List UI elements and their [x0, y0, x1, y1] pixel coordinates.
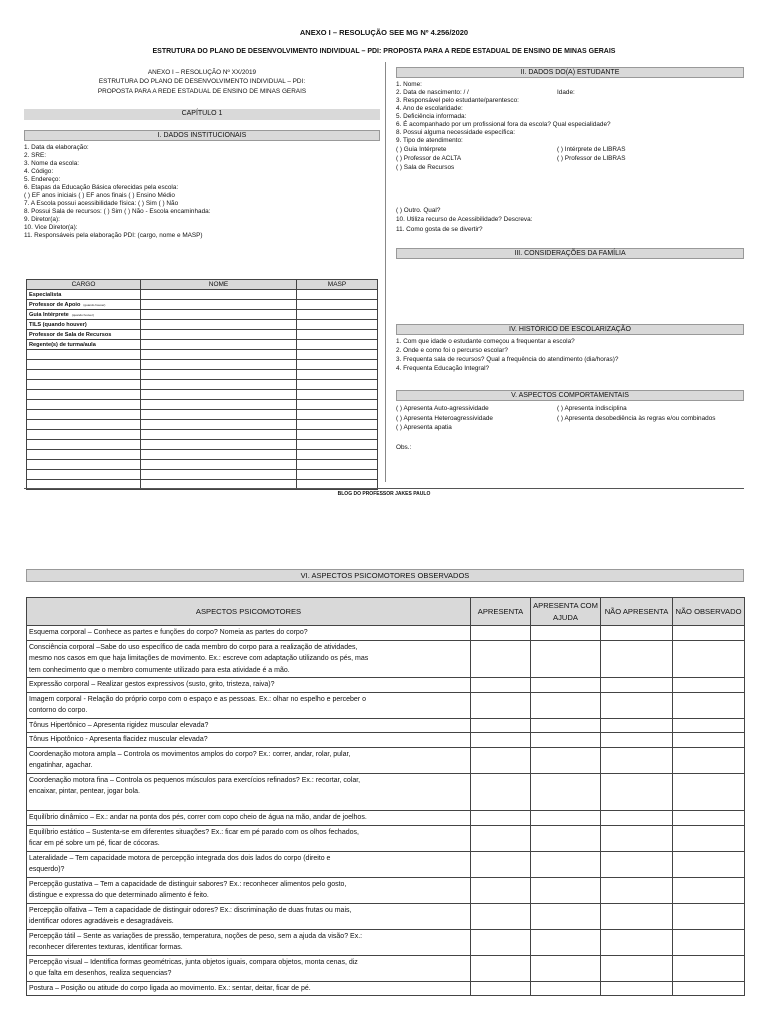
cell-nao-apresenta — [601, 747, 673, 773]
cell-com-ajuda — [531, 955, 601, 981]
staff-cargo-cell — [27, 440, 141, 450]
cell-com-ajuda — [531, 678, 601, 693]
staff-nome-cell — [141, 460, 297, 470]
psychomotor-aspect-cell — [27, 981, 471, 996]
staff-table-row — [27, 460, 378, 470]
staff-table-row — [27, 340, 378, 350]
psychomotor-row — [27, 718, 745, 733]
staff-nome-cell — [141, 340, 297, 350]
staff-nome-cell — [141, 390, 297, 400]
staff-masp-cell — [297, 420, 378, 430]
staff-masp-cell — [297, 440, 378, 450]
staff-nome-cell — [141, 420, 297, 430]
aspect-text-line: encaixar, pintar, pentear, jogar bola. — [29, 788, 140, 795]
cell-nao-apresenta — [601, 718, 673, 733]
cell-apresenta — [471, 929, 531, 955]
staff-cargo-cell — [27, 430, 141, 440]
col-nao-observado: NÃO OBSERVADO — [673, 598, 745, 626]
psychomotor-aspect-cell — [27, 955, 471, 981]
cell-com-ajuda — [531, 692, 601, 718]
idade-label: Idade: — [557, 89, 575, 96]
staff-table-row — [27, 290, 378, 300]
institutional-field: 2. SRE: — [24, 152, 47, 159]
cell-nao-apresenta — [601, 877, 673, 903]
cell-nao-apresenta — [601, 733, 673, 748]
cell-apresenta — [471, 626, 531, 641]
cell-com-ajuda — [531, 851, 601, 877]
atendimento-left — [396, 145, 461, 172]
staff-nome-cell — [141, 350, 297, 360]
col-masp: MASP — [297, 280, 378, 290]
cell-com-ajuda — [531, 877, 601, 903]
cell-com-ajuda — [531, 773, 601, 811]
cell-apresenta — [471, 640, 531, 678]
staff-masp-cell — [297, 350, 378, 360]
institutional-fields — [24, 144, 380, 240]
section-aspectos-comportamentais: V. ASPECTOS COMPORTAMENTAIS — [396, 390, 744, 401]
staff-cargo-cell — [27, 320, 141, 330]
aspect-text-line: Percepção visual – Identifica formas geométricas, junta objetos iguais, compara objetos, monta cenas, diz — [29, 958, 358, 966]
cell-nao-observado — [673, 811, 745, 826]
staff-table-row — [27, 310, 378, 320]
blog-footer: BLOG DO PROFESSOR JAKES PAULO — [337, 491, 431, 497]
section-consideracoes-familia: III. CONSIDERAÇÕES DA FAMÍLIA — [396, 248, 744, 259]
cell-apresenta — [471, 903, 531, 929]
staff-nome-cell — [141, 320, 297, 330]
aspect-text-line: engatinhar, agachar. — [29, 762, 93, 769]
institutional-field: 11. Responsáveis pela elaboração PDI: (cargo, nome e MASP) — [24, 232, 203, 239]
staff-cargo-cell — [27, 410, 141, 420]
psychomotor-aspect-cell — [27, 718, 471, 733]
left-estrutura: ESTRUTURA DO PLANO DE DESENVOLVIMENTO INDIVIDUAL – PDI: — [98, 78, 306, 85]
cell-com-ajuda — [531, 747, 601, 773]
staff-table-row — [27, 360, 378, 370]
atendimento-option: ( ) Professor de LIBRAS — [557, 155, 626, 162]
section-aspectos-psicomotores: VI. ASPECTOS PSICOMOTORES OBSERVADOS — [26, 569, 744, 582]
institutional-field: 10. Vice Diretor(a): — [24, 224, 78, 231]
col-apresenta-com-ajuda: APRESENTA COM AJUDA — [531, 598, 601, 626]
psychomotor-row — [27, 825, 745, 851]
psychomotor-row — [27, 733, 745, 748]
historico-field: 4. Frequenta Educação Integral? — [396, 365, 490, 372]
aspect-text-line: identificar odores agradáveis e desagradáveis. — [29, 918, 174, 925]
aspect-text-line: tem conhecimento que o membro comumente utilizado para esta atividade é a mão. — [29, 666, 290, 674]
staff-table-row — [27, 420, 378, 430]
staff-table-row — [27, 400, 378, 410]
staff-masp-cell — [297, 470, 378, 480]
cell-com-ajuda — [531, 718, 601, 733]
historico-field: 3. Frequenta sala de recursos? Qual a frequência do atendimento (dia/horas)? — [396, 356, 619, 363]
student-field: 1. Nome: — [396, 81, 422, 88]
staff-masp-cell — [297, 410, 378, 420]
student-field: 4. Ano de escolaridade: — [396, 105, 463, 112]
student-field: 3. Responsável pelo estudante/parentesco: — [396, 97, 519, 104]
aspect-text-line: Coordenação motora fina – Controla os pequenos músculos para exercícios refinados? Ex.: recortar, colar, — [29, 776, 361, 784]
quando-houver-note: (quando houver) — [83, 302, 106, 307]
cell-nao-apresenta — [601, 851, 673, 877]
cell-com-ajuda — [531, 903, 601, 929]
cell-nao-apresenta — [601, 811, 673, 826]
psychomotor-aspect-cell — [27, 903, 471, 929]
staff-cargo-cell — [27, 460, 141, 470]
psychomotor-aspect-cell — [27, 733, 471, 748]
cell-nao-apresenta — [601, 903, 673, 929]
cell-apresenta — [471, 825, 531, 851]
column-divider — [385, 62, 386, 482]
cell-apresenta — [471, 851, 531, 877]
col-cargo: CARGO — [27, 280, 141, 290]
comportamento-left — [396, 404, 493, 433]
atendimento-option: ( ) Sala de Recursos — [396, 164, 455, 171]
psychomotor-aspect-cell — [27, 692, 471, 718]
psychomotor-row — [27, 640, 745, 678]
psychomotor-aspect-cell — [27, 773, 471, 811]
staff-cargo-cell — [27, 380, 141, 390]
cell-com-ajuda — [531, 626, 601, 641]
aspect-text-line: Expressão corporal – Realizar gestos expressivos (susto, grito, tristeza, raiva)? — [29, 681, 275, 688]
staff-nome-cell — [141, 440, 297, 450]
outro-field: ( ) Outro. Qual? — [396, 207, 441, 214]
staff-cargo-cell — [27, 340, 141, 350]
aspect-text-line: Consciência corporal –Sabe do uso específico de cada membro do corpo para a realização de atividades, — [29, 643, 358, 651]
quando-houver-note: (quando houver) — [71, 312, 94, 317]
staff-masp-cell — [297, 330, 378, 340]
staff-nome-cell — [141, 430, 297, 440]
left-anexo: ANEXO I – RESOLUÇÃO Nº XX/2019 — [147, 69, 257, 76]
historico-field: 2. Onde e como foi o percurso escolar? — [396, 347, 508, 354]
staff-table-row — [27, 440, 378, 450]
staff-cargo-cell — [27, 450, 141, 460]
staff-table-row — [27, 450, 378, 460]
staff-cargo-label: TILS (quando houver) — [29, 321, 87, 328]
cell-nao-observado — [673, 955, 745, 981]
aspect-text-line: reconhecer diferentes texturas, identificar formas. — [29, 944, 183, 951]
staff-cargo-label: Guia Intérprete — [29, 311, 69, 318]
staff-table-row — [27, 330, 378, 340]
staff-table-row — [27, 470, 378, 480]
cell-apresenta — [471, 747, 531, 773]
cell-nao-apresenta — [601, 955, 673, 981]
staff-masp-cell — [297, 400, 378, 410]
cell-nao-observado — [673, 733, 745, 748]
cell-nao-apresenta — [601, 981, 673, 996]
psychomotor-row — [27, 877, 745, 903]
aspect-text-line: Postura – Posição ou atitude do corpo ligada ao movimento. Ex.: sentar, deitar, ficar de pé. — [29, 984, 311, 992]
historico-field: 1. Com que idade o estudante começou a frequentar a escola? — [396, 338, 575, 345]
staff-table-row — [27, 410, 378, 420]
psychomotor-aspect-cell — [27, 929, 471, 955]
staff-nome-cell — [141, 300, 297, 310]
cell-nao-apresenta — [601, 825, 673, 851]
staff-nome-cell — [141, 380, 297, 390]
psychomotor-aspect-cell — [27, 825, 471, 851]
cell-nao-observado — [673, 773, 745, 811]
staff-masp-cell — [297, 340, 378, 350]
staff-cargo-label: Especialista — [29, 291, 62, 298]
staff-masp-cell — [297, 360, 378, 370]
cell-nao-observado — [673, 747, 745, 773]
psychomotor-table — [26, 597, 745, 996]
staff-nome-cell — [141, 410, 297, 420]
cell-apresenta — [471, 981, 531, 996]
cell-com-ajuda — [531, 929, 601, 955]
cell-apresenta — [471, 773, 531, 811]
psychomotor-row — [27, 811, 745, 826]
aspect-text-line: Coordenação motora ampla – Controla os movimentos amplos do corpo? Ex.: correr, andar, rolar, pular, — [29, 750, 351, 758]
col-apresenta: APRESENTA — [471, 598, 531, 626]
cell-nao-observado — [673, 981, 745, 996]
psychomotor-aspect-cell — [27, 811, 471, 826]
staff-masp-cell — [297, 370, 378, 380]
psychomotor-row — [27, 955, 745, 981]
col-aspectos: ASPECTOS PSICOMOTORES — [27, 598, 471, 626]
cell-apresenta — [471, 811, 531, 826]
historico-fields — [396, 337, 744, 373]
staff-masp-cell — [297, 320, 378, 330]
staff-table-row — [27, 370, 378, 380]
cell-nao-observado — [673, 640, 745, 678]
cell-nao-observado — [673, 929, 745, 955]
psychomotor-row — [27, 929, 745, 955]
institutional-field: 7. A Escola possui acessibilidade física: ( ) Sim ( ) Não — [24, 200, 179, 207]
cell-nao-apresenta — [601, 929, 673, 955]
staff-nome-cell — [141, 370, 297, 380]
page-rule — [24, 488, 744, 489]
comportamento-option: ( ) Apresenta apatia — [396, 424, 452, 431]
institutional-field: 8. Possui Sala de recursos: ( ) Sim ( ) Não - Escola encaminhada: — [24, 208, 211, 215]
cell-nao-apresenta — [601, 626, 673, 641]
cell-apresenta — [471, 733, 531, 748]
cell-apresenta — [471, 718, 531, 733]
cell-nao-observado — [673, 903, 745, 929]
staff-cargo-cell — [27, 400, 141, 410]
cell-nao-observado — [673, 692, 745, 718]
aspect-text-line: Percepção olfativa – Tem a capacidade de distinguir odores? Ex.: discriminação de duas frutas ou mais, — [29, 906, 352, 914]
atendimento-option: ( ) Professor de ACLTA — [396, 155, 462, 162]
document-subtitle: ESTRUTURA DO PLANO DE DESENVOLVIMENTO INDIVIDUAL – PDI: PROPOSTA PARA A REDE ESTADUAL DE ENSINO DE MINAS GERAIS — [152, 48, 616, 55]
staff-masp-cell — [297, 450, 378, 460]
staff-cargo-cell — [27, 470, 141, 480]
institutional-field: ( ) EF anos iniciais ( ) EF anos finais ( ) Ensino Médio — [24, 192, 175, 199]
staff-masp-cell — [297, 290, 378, 300]
staff-nome-cell — [141, 330, 297, 340]
staff-table-row — [27, 380, 378, 390]
aspect-text-line: ficar em pé sobre um pé, ficar de cócoras. — [29, 840, 160, 847]
atendimento-option: ( ) Guia Intérprete — [396, 146, 447, 153]
psychomotor-row — [27, 903, 745, 929]
staff-cargo-cell — [27, 290, 141, 300]
section-historico-escolarizacao: IV. HISTÓRICO DE ESCOLARIZAÇÃO — [396, 324, 744, 335]
institutional-field: 9. Diretor(a): — [24, 216, 60, 223]
document-title: ANEXO I – RESOLUÇÃO SEE MG Nº 4.256/2020 — [299, 28, 469, 37]
staff-cargo-cell — [27, 370, 141, 380]
psychomotor-row — [27, 678, 745, 693]
cell-apresenta — [471, 955, 531, 981]
cell-nao-observado — [673, 718, 745, 733]
cell-com-ajuda — [531, 640, 601, 678]
staff-masp-cell — [297, 460, 378, 470]
comportamento-option: ( ) Apresenta Heteroagressividade — [396, 414, 493, 422]
aspect-text-line: Imagem corporal - Relação do próprio corpo com o espaço e as pessoas. Ex.: olhar no espelho e perceber o — [29, 695, 366, 703]
cell-nao-apresenta — [601, 640, 673, 678]
psychomotor-aspect-cell — [27, 626, 471, 641]
cell-com-ajuda — [531, 811, 601, 826]
staff-masp-cell — [297, 300, 378, 310]
cell-nao-observado — [673, 851, 745, 877]
staff-cargo-cell — [27, 360, 141, 370]
aspect-text-line: mesmo nos casos em que haja limitações de movimento. Ex.: escreve com adaptação utilizando os pés, mas — [29, 655, 369, 662]
aspect-text-line: Tônus Hipotônico - Apresenta flacidez muscular elevada? — [29, 736, 208, 743]
cell-apresenta — [471, 678, 531, 693]
institutional-field: 1. Data da elaboração: — [24, 144, 89, 151]
institutional-field: 4. Código: — [24, 168, 54, 175]
left-proposta: PROPOSTA PARA A REDE ESTADUAL DE ENSINO DE MINAS GERAIS — [97, 88, 307, 95]
aspect-text-line: distingue e expressa do que determinado alimento é feito. — [29, 892, 209, 899]
psychomotor-aspect-cell — [27, 640, 471, 678]
staff-cargo-cell — [27, 350, 141, 360]
psychomotor-row — [27, 851, 745, 877]
staff-cargo-cell — [27, 310, 141, 320]
staff-cargo-label: Professor de Sala de Recursos — [29, 331, 112, 338]
aspect-text-line — [29, 798, 468, 810]
comportamento-right — [557, 404, 715, 423]
cell-nao-apresenta — [601, 692, 673, 718]
section-dados-estudante: II. DADOS DO(A) ESTUDANTE — [396, 67, 744, 78]
staff-table-row — [27, 350, 378, 360]
comportamento-option: ( ) Apresenta desobediência às regras e/ou combinados — [557, 414, 716, 422]
psychomotor-aspect-cell — [27, 851, 471, 877]
staff-cargo-cell — [27, 420, 141, 430]
section-dados-institucionais: I. DADOS INSTITUCIONAIS — [24, 130, 380, 141]
atendimento-right — [557, 145, 626, 163]
obs-label: Obs.: — [396, 444, 412, 451]
cell-nao-observado — [673, 626, 745, 641]
staff-table-row — [27, 390, 378, 400]
comportamento-option: ( ) Apresenta indisciplina — [557, 405, 627, 412]
student-field: 8. Possui alguma necessidade específica: — [396, 129, 516, 136]
aspect-text-line: Equilíbrio estático – Sustenta-se em diferentes situações? Ex.: ficar em pé parado com os olhos fechados, — [29, 828, 359, 836]
psychomotor-row — [27, 773, 745, 811]
staff-masp-cell — [297, 430, 378, 440]
col-nome: NOME — [141, 280, 297, 290]
cell-com-ajuda — [531, 981, 601, 996]
staff-cargo-label: Professor de Apoio — [29, 301, 81, 308]
col-nao-apresenta: NÃO APRESENTA — [601, 598, 673, 626]
psychomotor-row — [27, 981, 745, 996]
staff-nome-cell — [141, 360, 297, 370]
staff-nome-cell — [141, 290, 297, 300]
institutional-field: 3. Nome da escola: — [24, 160, 80, 167]
aspect-text-line: Lateralidade – Tem capacidade motora de percepção integrada dos dois lados do corpo (direito e — [29, 854, 331, 862]
cell-com-ajuda — [531, 825, 601, 851]
cell-nao-apresenta — [601, 773, 673, 811]
student-field: 6. É acompanhado por um profissional fora da escola? Qual especialidade? — [396, 121, 611, 128]
cell-nao-observado — [673, 877, 745, 903]
psychomotor-aspect-cell — [27, 747, 471, 773]
chapter-heading: CAPÍTULO 1 — [24, 109, 380, 120]
staff-masp-cell — [297, 380, 378, 390]
psychomotor-row — [27, 626, 745, 641]
staff-table — [26, 279, 378, 490]
atendimento-option: ( ) Intérprete de LIBRAS — [557, 146, 626, 153]
comportamento-option: ( ) Apresenta Auto-agressividade — [396, 405, 489, 412]
staff-nome-cell — [141, 450, 297, 460]
cell-nao-observado — [673, 678, 745, 693]
aspect-text-line: Percepção tátil – Sente as variações de pressão, temperatura, noções de peso, sem a ajuda da visão? Ex.: — [29, 932, 363, 940]
staff-table-row — [27, 320, 378, 330]
staff-masp-cell — [297, 310, 378, 320]
staff-masp-cell — [297, 390, 378, 400]
staff-cargo-cell — [27, 330, 141, 340]
student-field: 2. Data de nascimento: / / — [396, 89, 469, 96]
psychomotor-aspect-cell — [27, 877, 471, 903]
cell-apresenta — [471, 692, 531, 718]
student-field: 9. Tipo de atendimento: — [396, 137, 463, 144]
staff-cargo-label: Regente(s) de turma/aula — [29, 341, 96, 348]
psychomotor-aspect-cell — [27, 678, 471, 693]
staff-cargo-cell — [27, 300, 141, 310]
aspect-text-line: Percepção gustativa – Tem a capacidade de distinguir sabores? Ex.: reconhecer alimentos pelo gosto, — [29, 880, 347, 888]
staff-table-row — [27, 430, 378, 440]
aspect-text-line: Equilíbrio dinâmico – Ex.: andar na ponta dos pés, correr com copo cheio de água na mão, andar de joelhos. — [29, 814, 367, 821]
staff-nome-cell — [141, 470, 297, 480]
institutional-field: 5. Endereço: — [24, 176, 61, 183]
cell-apresenta — [471, 877, 531, 903]
aspect-text-line: o que falta em desenhos, realiza sequencias? — [29, 970, 172, 977]
student-field: 5. Deficiência informada: — [396, 113, 467, 120]
staff-nome-cell — [141, 400, 297, 410]
staff-table-row — [27, 300, 378, 310]
cell-nao-apresenta — [601, 678, 673, 693]
psychomotor-row — [27, 692, 745, 718]
staff-cargo-cell — [27, 390, 141, 400]
staff-nome-cell — [141, 310, 297, 320]
aspect-text-line: Tônus Hipertônico – Apresenta rigidez muscular elevada? — [29, 721, 209, 729]
cell-com-ajuda — [531, 733, 601, 748]
acessibilidade-field: 10. Utiliza recurso de Acessibilidade? Descreva: — [396, 216, 533, 223]
diversao-field: 11. Como gosta de se divertir? — [396, 226, 483, 233]
aspect-text-line: esquerdo)? — [29, 866, 65, 873]
psychomotor-row — [27, 747, 745, 773]
cell-nao-observado — [673, 825, 745, 851]
institutional-field: 6. Etapas da Educação Básica oferecidas pela escola: — [24, 184, 179, 191]
aspect-text-line: contorno do corpo. — [29, 707, 88, 714]
aspect-text-line: Esquema corporal – Conhece as partes e funções do corpo? Nomeia as partes do corpo? — [29, 629, 308, 636]
